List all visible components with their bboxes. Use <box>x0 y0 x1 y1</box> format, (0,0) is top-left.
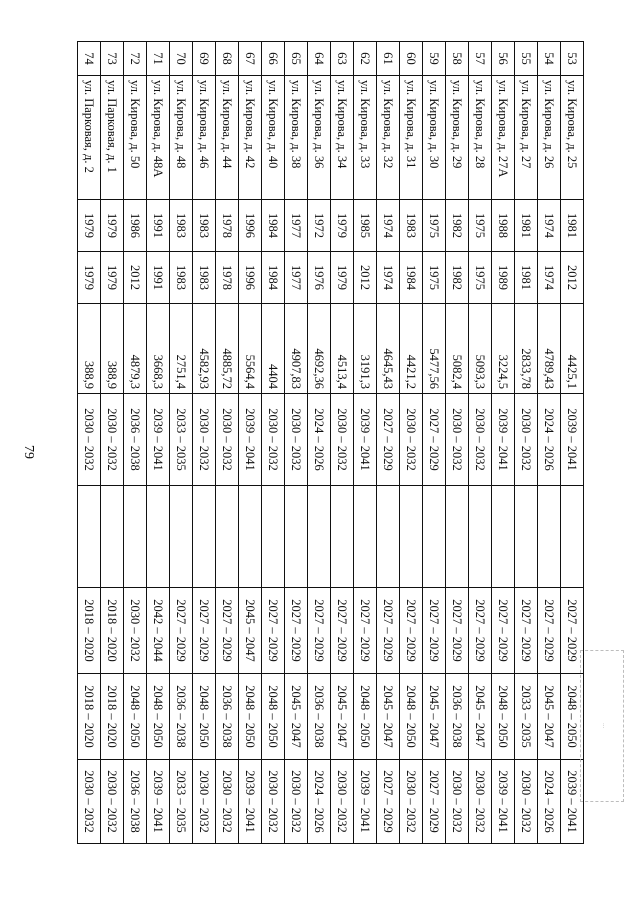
table-row <box>515 42 538 844</box>
table-row <box>331 42 354 844</box>
period-cell-3: 2048 – 2050 <box>262 674 285 760</box>
period-cell-3: 2036 – 2038 <box>170 674 193 760</box>
empty-cell <box>78 486 101 588</box>
row-number-cell: 64 <box>308 42 331 76</box>
period-cell-2: 2027 – 2029 <box>446 588 469 674</box>
table-row <box>101 42 124 844</box>
period-cell-1: 2039 – 2041 <box>492 394 515 486</box>
row-number-cell: 58 <box>446 42 469 76</box>
period-cell-1: 2036 – 2038 <box>124 394 147 486</box>
address-cell: ул. Кирова, д. 34 <box>331 76 354 200</box>
area-value-cell: 2833,78 <box>515 304 538 394</box>
table-row <box>538 42 561 844</box>
year-built-cell: 1981 <box>561 200 584 252</box>
empty-cell <box>308 486 331 588</box>
period-cell-1: 2039 – 2041 <box>239 394 262 486</box>
period-cell-2: 2027 – 2029 <box>469 588 492 674</box>
period-cell-3: 2048 – 2050 <box>400 674 423 760</box>
period-cell-2: 2027 – 2029 <box>216 588 239 674</box>
empty-cell <box>331 486 354 588</box>
period-cell-1: 2027 – 2029 <box>377 394 400 486</box>
period-cell-1: 2030 – 2032 <box>193 394 216 486</box>
row-number-cell: 70 <box>170 42 193 76</box>
address-cell: ул. Парковая, д. 1 <box>101 76 124 200</box>
row-number-cell: 60 <box>400 42 423 76</box>
address-cell: ул. Кирова, д. 25 <box>561 76 584 200</box>
period-cell-4: 2039 – 2041 <box>561 760 584 844</box>
period-cell-4: 2030 – 2032 <box>101 760 124 844</box>
period-cell-2: 2045 – 2047 <box>239 588 262 674</box>
address-cell: ул. Кирова, д. 27А <box>492 76 515 200</box>
period-cell-4: 2030 – 2032 <box>446 760 469 844</box>
year-commissioned-cell: 2012 <box>124 252 147 304</box>
year-commissioned-cell: 1974 <box>377 252 400 304</box>
period-cell-4: 2039 – 2041 <box>239 760 262 844</box>
address-cell: ул. Кирова, д. 30 <box>423 76 446 200</box>
area-value-cell: 5093,3 <box>469 304 492 394</box>
year-commissioned-cell: 1979 <box>78 252 101 304</box>
table-row <box>492 42 515 844</box>
period-cell-2: 2027 – 2029 <box>561 588 584 674</box>
year-built-cell: 1979 <box>331 200 354 252</box>
area-value-cell: 5082,4 <box>446 304 469 394</box>
table-rotator <box>84 41 584 843</box>
period-cell-1: 2030 – 2032 <box>446 394 469 486</box>
year-built-cell: 1977 <box>285 200 308 252</box>
table-row <box>469 42 492 844</box>
table-row <box>193 42 216 844</box>
area-value-cell: 4692,36 <box>308 304 331 394</box>
period-cell-3: 2045 – 2047 <box>538 674 561 760</box>
period-cell-1: 2030 – 2032 <box>285 394 308 486</box>
period-cell-1: 2039 – 2041 <box>147 394 170 486</box>
area-value-cell: 4582,93 <box>193 304 216 394</box>
period-cell-4: 2030 – 2032 <box>331 760 354 844</box>
period-cell-1: 2030 – 2032 <box>469 394 492 486</box>
empty-cell <box>515 486 538 588</box>
empty-cell <box>538 486 561 588</box>
year-built-cell: 1979 <box>78 200 101 252</box>
period-cell-4: 2039 – 2041 <box>147 760 170 844</box>
year-commissioned-cell: 2012 <box>561 252 584 304</box>
area-value-cell: 4425,1 <box>561 304 584 394</box>
period-cell-1: 2030 – 2032 <box>101 394 124 486</box>
table-row <box>446 42 469 844</box>
period-cell-4: 2030 – 2032 <box>216 760 239 844</box>
empty-cell <box>400 486 423 588</box>
year-commissioned-cell: 1979 <box>101 252 124 304</box>
address-cell: ул. Кирова, д. 28 <box>469 76 492 200</box>
period-cell-1: 2024 – 2026 <box>538 394 561 486</box>
row-number-cell: 72 <box>124 42 147 76</box>
year-commissioned-cell: 1976 <box>308 252 331 304</box>
empty-cell <box>377 486 400 588</box>
row-number-cell: 68 <box>216 42 239 76</box>
table-row <box>78 42 101 844</box>
period-cell-3: 2048 – 2050 <box>147 674 170 760</box>
area-value-cell: 3224,5 <box>492 304 515 394</box>
period-cell-3: 2048 – 2050 <box>239 674 262 760</box>
year-commissioned-cell: 1984 <box>262 252 285 304</box>
empty-cell <box>101 486 124 588</box>
period-cell-4: 2039 – 2041 <box>492 760 515 844</box>
period-cell-3: 2045 – 2047 <box>469 674 492 760</box>
period-cell-2: 2027 – 2029 <box>331 588 354 674</box>
period-cell-1: 2039 – 2041 <box>561 394 584 486</box>
row-number-cell: 73 <box>101 42 124 76</box>
row-number-cell: 67 <box>239 42 262 76</box>
period-cell-2: 2027 – 2029 <box>354 588 377 674</box>
period-cell-2: 2027 – 2029 <box>193 588 216 674</box>
year-built-cell: 1996 <box>239 200 262 252</box>
area-value-cell: 388,9 <box>78 304 101 394</box>
table-row <box>262 42 285 844</box>
period-cell-2: 2027 – 2029 <box>423 588 446 674</box>
period-cell-3: 2048 – 2050 <box>561 674 584 760</box>
period-cell-2: 2027 – 2029 <box>538 588 561 674</box>
table-row <box>239 42 262 844</box>
empty-cell <box>216 486 239 588</box>
period-cell-3: 2045 – 2047 <box>423 674 446 760</box>
area-value-cell: 5477,56 <box>423 304 446 394</box>
period-cell-4: 2030 – 2032 <box>285 760 308 844</box>
period-cell-1: 2039 – 2041 <box>354 394 377 486</box>
row-number-cell: 56 <box>492 42 515 76</box>
address-cell: ул. Кирова, д. 33 <box>354 76 377 200</box>
empty-cell <box>285 486 308 588</box>
row-number-cell: 57 <box>469 42 492 76</box>
period-cell-2: 2027 – 2029 <box>492 588 515 674</box>
period-cell-3: 2018 – 2020 <box>78 674 101 760</box>
period-cell-3: 2048 – 2050 <box>124 674 147 760</box>
area-value-cell: 4885,72 <box>216 304 239 394</box>
period-cell-2: 2027 – 2029 <box>515 588 538 674</box>
table-row <box>124 42 147 844</box>
table-row <box>308 42 331 844</box>
table-row <box>354 42 377 844</box>
rotated-table-frame <box>84 41 584 843</box>
address-cell: ул. Кирова, д. 40 <box>262 76 285 200</box>
year-built-cell: 1981 <box>515 200 538 252</box>
period-cell-4: 2024 – 2026 <box>308 760 331 844</box>
period-cell-4: 2030 – 2032 <box>193 760 216 844</box>
year-built-cell: 1975 <box>423 200 446 252</box>
year-commissioned-cell: 1983 <box>170 252 193 304</box>
empty-cell <box>354 486 377 588</box>
period-cell-1: 2030 – 2032 <box>262 394 285 486</box>
row-number-cell: 65 <box>285 42 308 76</box>
period-cell-4: 2030 – 2032 <box>515 760 538 844</box>
period-cell-1: 2027 – 2029 <box>423 394 446 486</box>
address-cell: ул. Кирова, д. 26 <box>538 76 561 200</box>
year-commissioned-cell: 1981 <box>515 252 538 304</box>
address-cell: ул. Кирова, д. 42 <box>239 76 262 200</box>
year-built-cell: 1982 <box>446 200 469 252</box>
area-value-cell: 3668,3 <box>147 304 170 394</box>
schedule-table <box>77 41 584 844</box>
period-cell-1: 2030 – 2032 <box>78 394 101 486</box>
table-row <box>400 42 423 844</box>
year-commissioned-cell: 1983 <box>193 252 216 304</box>
period-cell-3: 2036 – 2038 <box>216 674 239 760</box>
year-built-cell: 1979 <box>101 200 124 252</box>
empty-cell <box>423 486 446 588</box>
period-cell-4: 2030 – 2032 <box>400 760 423 844</box>
area-value-cell: 4879,3 <box>124 304 147 394</box>
area-value-cell: 5564,4 <box>239 304 262 394</box>
period-cell-3: 2045 – 2047 <box>331 674 354 760</box>
table-row <box>285 42 308 844</box>
area-value-cell: 4789,43 <box>538 304 561 394</box>
area-value-cell: 4404 <box>262 304 285 394</box>
period-cell-4: 2024 – 2026 <box>538 760 561 844</box>
period-cell-1: 2024 – 2026 <box>308 394 331 486</box>
address-cell: ул. Кирова, д. 44 <box>216 76 239 200</box>
address-cell: ул. Кирова, д. 48А <box>147 76 170 200</box>
period-cell-2: 2027 – 2029 <box>400 588 423 674</box>
year-built-cell: 1972 <box>308 200 331 252</box>
empty-cell <box>193 486 216 588</box>
area-value-cell: 3191,3 <box>354 304 377 394</box>
row-number-cell: 74 <box>78 42 101 76</box>
period-cell-1: 2033 – 2035 <box>170 394 193 486</box>
period-cell-2: 2027 – 2029 <box>377 588 400 674</box>
period-cell-2: 2030 – 2032 <box>124 588 147 674</box>
empty-cell <box>262 486 285 588</box>
year-commissioned-cell: 1979 <box>331 252 354 304</box>
row-number-cell: 61 <box>377 42 400 76</box>
empty-cell <box>561 486 584 588</box>
row-number-cell: 69 <box>193 42 216 76</box>
address-cell: ул. Кирова, д. 36 <box>308 76 331 200</box>
period-cell-4: 2036 – 2038 <box>124 760 147 844</box>
table-row <box>423 42 446 844</box>
year-commissioned-cell: 1989 <box>492 252 515 304</box>
period-cell-4: 2027 – 2029 <box>377 760 400 844</box>
empty-cell <box>469 486 492 588</box>
period-cell-3: 2018 – 2020 <box>101 674 124 760</box>
period-cell-3: 2033 – 2035 <box>515 674 538 760</box>
period-cell-4: 2030 – 2032 <box>469 760 492 844</box>
area-value-cell: 388,9 <box>101 304 124 394</box>
period-cell-3: 2045 – 2047 <box>285 674 308 760</box>
period-cell-4: 2030 – 2032 <box>262 760 285 844</box>
period-cell-2: 2027 – 2029 <box>308 588 331 674</box>
year-commissioned-cell: 1975 <box>469 252 492 304</box>
period-cell-2: 2027 – 2029 <box>262 588 285 674</box>
year-built-cell: 1991 <box>147 200 170 252</box>
period-cell-3: 2048 – 2050 <box>354 674 377 760</box>
empty-cell <box>147 486 170 588</box>
address-cell: ул. Кирова, д. 29 <box>446 76 469 200</box>
year-commissioned-cell: 1977 <box>285 252 308 304</box>
year-built-cell: 1983 <box>193 200 216 252</box>
address-cell: ул. Кирова, д. 31 <box>400 76 423 200</box>
row-number-cell: 55 <box>515 42 538 76</box>
row-number-cell: 66 <box>262 42 285 76</box>
row-number-cell: 71 <box>147 42 170 76</box>
year-built-cell: 1974 <box>538 200 561 252</box>
year-commissioned-cell: 1978 <box>216 252 239 304</box>
row-number-cell: 59 <box>423 42 446 76</box>
year-built-cell: 1974 <box>377 200 400 252</box>
year-commissioned-cell: 1984 <box>400 252 423 304</box>
empty-cell <box>492 486 515 588</box>
period-cell-3: 2048 – 2050 <box>193 674 216 760</box>
year-built-cell: 1988 <box>492 200 515 252</box>
period-cell-2: 2018 – 2020 <box>101 588 124 674</box>
empty-cell <box>446 486 469 588</box>
period-cell-1: 2030 – 2032 <box>216 394 239 486</box>
period-cell-3: 2036 – 2038 <box>446 674 469 760</box>
period-cell-4: 2033 – 2035 <box>170 760 193 844</box>
year-commissioned-cell: 1982 <box>446 252 469 304</box>
period-cell-2: 2027 – 2029 <box>285 588 308 674</box>
period-cell-4: 2027 – 2029 <box>423 760 446 844</box>
area-value-cell: 2751,4 <box>170 304 193 394</box>
row-number-cell: 62 <box>354 42 377 76</box>
period-cell-1: 2030 – 2032 <box>400 394 423 486</box>
year-commissioned-cell: 1975 <box>423 252 446 304</box>
area-value-cell: 4907,83 <box>285 304 308 394</box>
period-cell-1: 2030 – 2032 <box>331 394 354 486</box>
period-cell-3: 2036 – 2038 <box>308 674 331 760</box>
year-commissioned-cell: 1991 <box>147 252 170 304</box>
row-number-cell: 54 <box>538 42 561 76</box>
year-built-cell: 1986 <box>124 200 147 252</box>
address-cell: ул. Кирова, д. 46 <box>193 76 216 200</box>
address-cell: ул. Кирова, д. 38 <box>285 76 308 200</box>
area-value-cell: 4421,2 <box>400 304 423 394</box>
year-commissioned-cell: 2012 <box>354 252 377 304</box>
period-cell-1: 2030 – 2032 <box>515 394 538 486</box>
area-value-cell: 4513,4 <box>331 304 354 394</box>
table-row <box>170 42 193 844</box>
registration-stamp: ... <box>580 650 624 802</box>
empty-cell <box>239 486 262 588</box>
address-cell: ул. Кирова, д. 48 <box>170 76 193 200</box>
period-cell-3: 2048 – 2050 <box>492 674 515 760</box>
address-cell: ул. Кирова, д. 50 <box>124 76 147 200</box>
address-cell: ул. Кирова, д. 32 <box>377 76 400 200</box>
table-row <box>216 42 239 844</box>
table-row <box>377 42 400 844</box>
year-commissioned-cell: 1974 <box>538 252 561 304</box>
year-built-cell: 1985 <box>354 200 377 252</box>
period-cell-2: 2042 – 2044 <box>147 588 170 674</box>
page-number: 79 <box>21 445 36 459</box>
period-cell-2: 2027 – 2029 <box>170 588 193 674</box>
year-built-cell: 1983 <box>400 200 423 252</box>
address-cell: ул. Кирова, д. 27 <box>515 76 538 200</box>
year-built-cell: 1984 <box>262 200 285 252</box>
period-cell-4: 2030 – 2032 <box>78 760 101 844</box>
year-built-cell: 1983 <box>170 200 193 252</box>
empty-cell <box>170 486 193 588</box>
row-number-cell: 63 <box>331 42 354 76</box>
empty-cell <box>124 486 147 588</box>
period-cell-2: 2018 – 2020 <box>78 588 101 674</box>
table-row <box>147 42 170 844</box>
year-built-cell: 1975 <box>469 200 492 252</box>
period-cell-4: 2039 – 2041 <box>354 760 377 844</box>
area-value-cell: 4645,43 <box>377 304 400 394</box>
year-commissioned-cell: 1996 <box>239 252 262 304</box>
address-cell: ул. Парковая, д. 2 <box>78 76 101 200</box>
year-built-cell: 1978 <box>216 200 239 252</box>
row-number-cell: 53 <box>561 42 584 76</box>
period-cell-3: 2045 – 2047 <box>377 674 400 760</box>
